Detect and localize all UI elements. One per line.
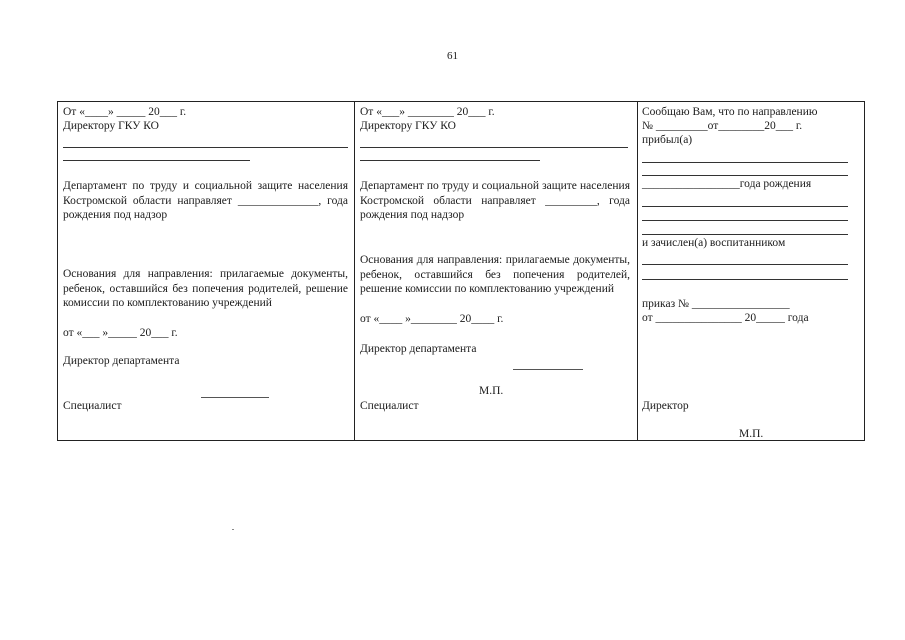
- referral-form-table: [57, 101, 865, 441]
- body-text: Департамент по труду и социальной защите населения Костромской области направляет _________, года рождения под надзор: [360, 180, 630, 222]
- director-label: Директор департамента: [63, 355, 180, 367]
- blank-line: [642, 162, 848, 163]
- stamp-label: М.П.: [739, 428, 764, 440]
- referral-stub-column: [58, 102, 355, 440]
- blank-line: [642, 264, 848, 265]
- signature-line: [201, 397, 269, 398]
- arrival-notice-column: [638, 102, 864, 440]
- enrolled-label: и зачислен(а) воспитанником: [642, 237, 786, 249]
- addressee: Директору ГКУ КО: [63, 120, 159, 132]
- grounds-text: Основания для направления: прилагаемые документы, ребенок, оставшийся без попечения родителей, решение комиссии по комплектованию учреждений: [360, 254, 630, 296]
- scan-speck: [232, 529, 234, 530]
- blank-line: [642, 206, 848, 207]
- director-label: Директор департамента: [360, 343, 477, 355]
- number-line: № _________от________20___ г.: [642, 120, 803, 132]
- signature-line: [513, 369, 583, 370]
- blank-line: [63, 160, 250, 161]
- birth-year-line: _________________года рождения: [642, 178, 812, 190]
- stamp-label: М.П.: [479, 385, 504, 397]
- blank-line: [642, 279, 848, 280]
- blank-line: [63, 147, 348, 148]
- arrived-label: прибыл(а): [642, 134, 693, 146]
- addressee: Директору ГКУ КО: [360, 120, 456, 132]
- page-number: 61: [447, 50, 458, 62]
- date-line: От «____» _____ 20___ г.: [63, 106, 187, 118]
- specialist-label: Специалист: [360, 400, 419, 412]
- intro-text: Сообщаю Вам, что по направлению: [642, 106, 818, 118]
- specialist-label: Специалист: [63, 400, 122, 412]
- blank-line: [642, 175, 848, 176]
- date-line: От «___» ________ 20___ г.: [360, 106, 495, 118]
- date-line: от «___ »_____ 20___ г.: [63, 327, 178, 339]
- blank-line: [642, 220, 848, 221]
- grounds-text: Основания для направления: прилагаемые документы, ребенок, оставшийся без попечения родителей, решение комиссии по комплектованию учреждений: [63, 268, 348, 310]
- date-line: от «____ »________ 20____ г.: [360, 313, 504, 325]
- from-line: от _______________ 20_____ года: [642, 312, 809, 324]
- blank-line: [642, 234, 848, 235]
- blank-line: [360, 160, 540, 161]
- referral-notice-column: [355, 102, 638, 440]
- director-label: Директор: [642, 400, 689, 412]
- order-line: приказ № _________________: [642, 298, 790, 310]
- body-text: Департамент по труду и социальной защите населения Костромской области направляет ______________, года рождения под надзор: [63, 180, 348, 222]
- blank-line: [360, 147, 628, 148]
